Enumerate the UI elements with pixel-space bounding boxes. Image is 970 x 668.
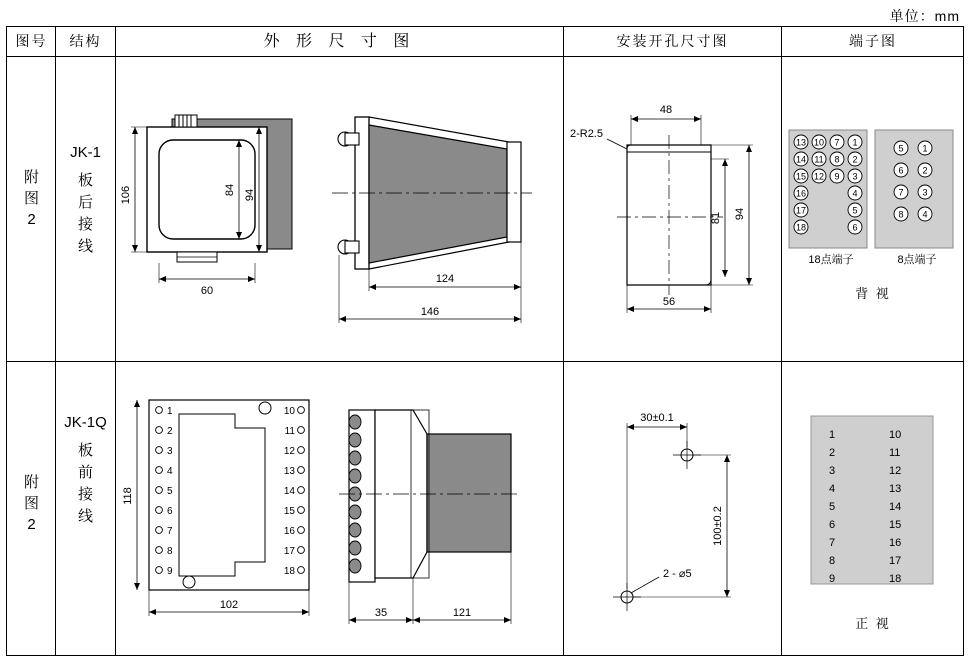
svg-text:14: 14 [795,154,807,165]
row2-mount-dim-100: 100±0.2 [712,506,724,546]
svg-text:8: 8 [834,154,840,165]
row1-dim-84: 84 [224,183,236,197]
svg-text:4: 4 [922,209,928,220]
row2-structure-char-2: 前 [77,464,93,481]
svg-text:1: 1 [167,406,173,417]
svg-text:9: 9 [167,566,173,577]
row1-terminal-left-title: 18点端子 [808,254,854,266]
svg-text:7: 7 [167,526,173,537]
svg-text:6: 6 [852,222,858,233]
svg-text:11: 11 [284,426,295,437]
svg-text:2: 2 [829,447,836,459]
row1-dim-124: 124 [435,273,455,285]
svg-text:7: 7 [829,537,836,549]
row2-structure-model: JK-1Q [64,414,107,431]
table-header-divider [7,56,963,57]
svg-text:6: 6 [167,506,173,517]
unit-note: 单位：mm [889,8,960,24]
svg-text:17: 17 [795,205,807,216]
svg-text:5: 5 [852,205,858,216]
svg-text:3: 3 [829,465,836,477]
row1-mounting-drawing [565,87,780,337]
row1-outline-drawing [117,87,563,357]
row1-fig-no-char-3: 2 [27,211,36,228]
row2-terminal-diagram [807,412,937,592]
svg-text:13: 13 [283,466,295,477]
svg-text:8: 8 [829,555,836,567]
svg-text:11: 11 [889,447,901,459]
svg-text:3: 3 [852,171,858,182]
header-fig-no: 图号 [15,33,48,49]
dimension-table [6,26,964,656]
row2-mount-dim-hole: 2 - ⌀5 [663,568,692,580]
svg-text:16: 16 [889,537,902,549]
svg-text:5: 5 [167,486,173,497]
svg-text:15: 15 [889,519,902,531]
svg-text:18: 18 [283,566,295,577]
row2-structure-char-1: 板 [77,442,93,459]
row2-fig-no-char-3: 2 [27,516,36,533]
row1-fig-no-char-1: 附 [23,169,39,186]
row1-fig-no [8,167,55,230]
row1-dim-94: 94 [244,188,256,202]
svg-text:4: 4 [852,188,858,199]
svg-text:7: 7 [834,137,840,148]
svg-text:12: 12 [889,465,902,477]
svg-text:3: 3 [922,187,928,198]
svg-text:10: 10 [813,137,825,148]
row1-mount-dim-81: 81 [710,211,722,225]
svg-text:9: 9 [834,171,840,182]
row1-mount-dim-48: 48 [659,104,673,116]
row2-outline-drawing [117,372,563,652]
svg-text:16: 16 [795,188,807,199]
svg-text:14: 14 [889,501,902,513]
row1-structure [56,142,115,258]
header-mounting: 安装开孔尺寸图 [616,33,729,49]
svg-text:1: 1 [922,143,928,154]
table-column-divider-4 [781,27,782,655]
header-outline: 外 形 尺 寸 图 [263,33,416,50]
svg-text:9: 9 [829,573,836,585]
header-terminal: 端子图 [849,33,897,49]
svg-text:6: 6 [829,519,836,531]
svg-text:11: 11 [814,154,824,165]
table-row-divider [7,361,963,362]
row1-mount-dim-56: 56 [662,296,676,308]
svg-text:13: 13 [795,137,807,148]
row2-dim-102: 102 [219,599,239,611]
svg-text:17: 17 [283,546,295,557]
row1-terminal-view-label: 背 视 [855,286,891,301]
svg-text:3: 3 [167,446,173,457]
row1-dim-146: 146 [420,306,440,318]
svg-text:7: 7 [898,187,904,198]
svg-text:14: 14 [283,486,295,497]
row1-structure-char-3: 接 [77,216,93,233]
row2-structure-char-3: 接 [77,486,93,503]
row1-fig-no-char-2: 图 [23,190,39,207]
header-structure: 结构 [69,33,102,49]
svg-text:15: 15 [283,506,295,517]
row1-dim-106: 106 [120,185,132,205]
row1-terminal-right-title: 8点端子 [897,254,937,266]
row1-mount-dim-r: 2-R2.5 [569,128,603,140]
row1-structure-char-2: 后 [77,194,93,211]
svg-text:13: 13 [889,483,902,495]
table-column-divider-1 [55,27,56,655]
row2-terminal-view-label: 正 视 [855,616,891,631]
svg-text:17: 17 [889,555,902,567]
row1-dim-60: 60 [200,285,214,297]
svg-text:6: 6 [898,165,904,176]
row2-dim-121: 121 [452,607,472,619]
row2-fig-no [8,472,55,535]
svg-text:5: 5 [898,143,904,154]
svg-text:2: 2 [922,165,928,176]
svg-text:16: 16 [283,526,295,537]
table-column-divider-3 [563,27,564,655]
row1-structure-model: JK-1 [70,144,101,161]
row2-mount-dim-30: 30±0.1 [640,412,674,424]
row2-structure [56,412,115,528]
svg-text:12: 12 [283,446,295,457]
svg-text:10: 10 [283,406,295,417]
row1-mount-dim-94: 94 [734,207,746,221]
svg-text:8: 8 [898,209,904,220]
svg-text:2: 2 [167,426,173,437]
row2-fig-no-char-2: 图 [23,495,39,512]
svg-text:8: 8 [167,546,173,557]
row1-structure-char-4: 线 [77,238,93,255]
svg-text:5: 5 [829,501,836,513]
svg-text:4: 4 [167,466,173,477]
svg-text:2: 2 [852,154,858,165]
svg-text:15: 15 [795,171,807,182]
row2-structure-char-4: 线 [77,508,93,525]
svg-text:18: 18 [889,573,902,585]
svg-text:10: 10 [889,429,902,441]
svg-text:1: 1 [829,429,836,441]
svg-text:12: 12 [813,171,825,182]
row1-structure-char-1: 板 [77,172,93,189]
svg-text:1: 1 [852,137,858,148]
row2-dim-35: 35 [374,607,388,619]
svg-text:4: 4 [829,483,836,495]
row2-fig-no-char-1: 附 [23,474,39,491]
row2-mounting-drawing [565,377,780,637]
svg-text:18: 18 [795,222,807,233]
table-column-divider-2 [115,27,116,655]
row2-dim-118: 118 [122,487,134,505]
